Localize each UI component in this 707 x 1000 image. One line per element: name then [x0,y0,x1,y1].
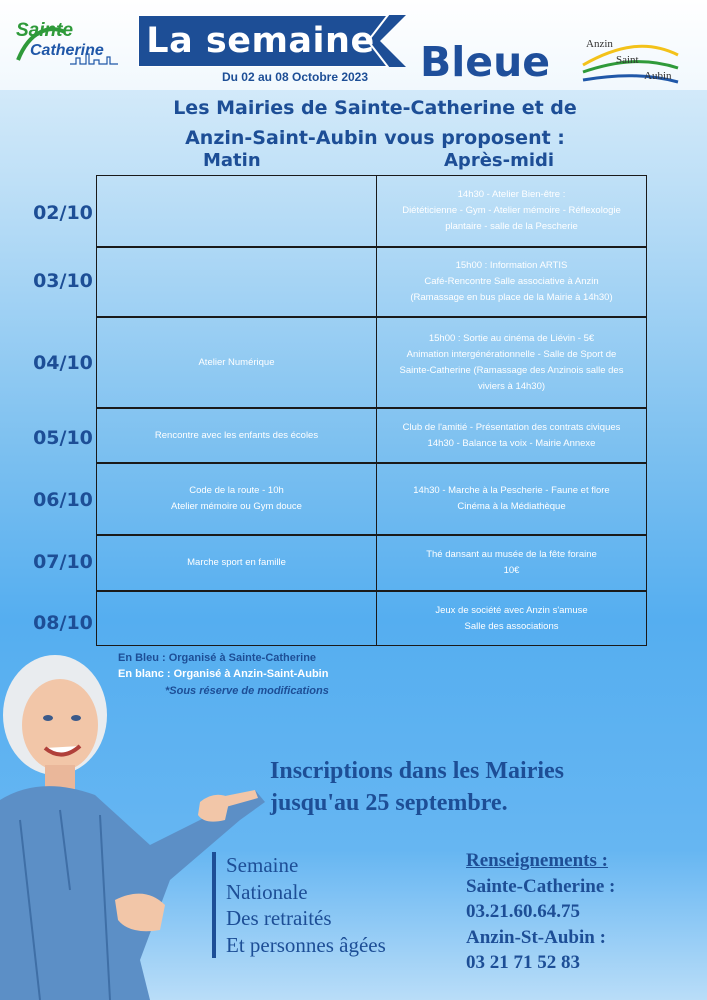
row-date: 07/10 [33,551,93,573]
cell-line: Sainte-Catherine (Ramassage des Anzinois salle des [399,364,624,376]
logo-text-line2: Catherine [30,42,104,59]
cell-line: 14h30 - Balance ta voix - Mairie Annexe [427,437,596,449]
inscriptions-line1: Inscriptions dans les Mairies [270,758,565,784]
cell-line: Salle des associations [464,620,559,632]
legend-white: En blanc : Organisé à Anzin-Saint-Aubin [118,668,329,680]
cell-line: viviers à 14h30) [477,380,546,392]
cell-line: Code de la route - 10h [189,485,284,496]
subtitle-line1: Les Mairies de Sainte-Catherine et de [173,97,577,119]
cell-line: Cinéma à la Médiathèque [457,501,566,512]
renseignements-title: Renseignements : [466,850,608,871]
sainte-catherine-phone: 03.21.60.64.75 [466,901,580,922]
cell-line: 14h30 - Atelier Bien-être : [457,189,566,200]
sainte-catherine-logo [10,20,140,70]
cell-line: (Ramassage en bus place de la Mairie à 14h30) [410,292,613,303]
subtitle-line2: Anzin-Saint-Aubin vous proposent : [185,127,565,149]
afternoon-cell [376,463,647,535]
cell-line: 15h00 : Information ARTIS [455,260,568,271]
anzin-label: Anzin-St-Aubin : [466,926,606,948]
cell-line: Animation intergénérationnelle - Salle de Sport de [406,348,617,360]
inscriptions-block [270,755,690,819]
renseignements-block [466,848,615,976]
logo-asa-line1: Anzin [586,38,613,50]
bleue-title: Bleue [420,38,551,86]
row-date: 06/10 [33,489,93,511]
row-date: 03/10 [33,270,93,292]
anzin-saint-aubin-logo [578,30,688,92]
cell-line: Marche sport en famille [187,557,286,568]
subtitle [140,93,610,153]
cell-line: Jeux de société avec Anzin s'amuse [435,604,588,616]
inscriptions-line2: jusqu'au 25 septembre. [270,790,508,816]
morning-cell [96,463,377,535]
cell-line: 14h30 - Marche à la Pescherie - Faune et flore [413,485,610,496]
afternoon-cell [376,408,647,463]
cell-line: Diététicienne - Gym - Atelier mémoire - Réflexologie [402,205,621,216]
afternoon-cell [376,175,647,247]
logo-asa-line2: Saint [616,54,639,66]
cell-line: Atelier mémoire ou Gym douce [171,501,302,512]
semaine-line: Et personnes âgées [226,932,386,957]
semaine-line: Semaine [226,853,299,877]
afternoon-cell [376,535,647,591]
legend-note: *Sous réserve de modifications [165,685,329,697]
morning-cell [96,408,377,463]
cell-line: plantaire - salle de la Pescherie [445,221,578,232]
anzin-phone: 03 21 71 52 83 [466,952,580,973]
cell-line: Club de l'amitié - Présentation des contrats civiques [402,421,621,433]
cell-line: 10€ [503,565,520,576]
cell-line: Thé dansant au musée de la fête foraine [426,549,597,560]
column-header-matin: Matin [203,150,261,171]
morning-cell [96,535,377,591]
column-header-apres-midi: Après-midi [444,150,555,171]
morning-cell [96,175,377,247]
sainte-catherine-label: Sainte-Catherine : [466,875,616,897]
row-date: 08/10 [33,612,93,634]
afternoon-cell [376,247,647,317]
semaine-line: Des retraités [226,906,332,930]
row-date: 05/10 [33,427,93,449]
logo-asa-line3: Aubin [644,70,672,82]
afternoon-cell [376,317,647,408]
logo-text-line1: Sainte [16,20,74,41]
date-range: Du 02 au 08 Octobre 2023 [221,70,369,84]
afternoon-cell [376,591,647,646]
cell-line: Rencontre avec les enfants des écoles [154,429,319,441]
banner-title: La semaine [146,21,375,61]
morning-cell [96,317,377,408]
morning-cell [96,247,377,317]
legend-blue: En Bleu : Organisé à Sainte-Catherine [118,652,317,664]
semaine-nationale-block [212,852,466,958]
semaine-line: Nationale [226,879,308,904]
row-date: 04/10 [33,352,93,374]
cell-line: Atelier Numérique [198,356,275,368]
cell-line: 15h00 : Sortie au cinéma de Liévin - 5€ [428,332,595,344]
cell-line: Café-Rencontre Salle associative à Anzin [424,276,599,287]
row-date: 02/10 [33,202,93,224]
